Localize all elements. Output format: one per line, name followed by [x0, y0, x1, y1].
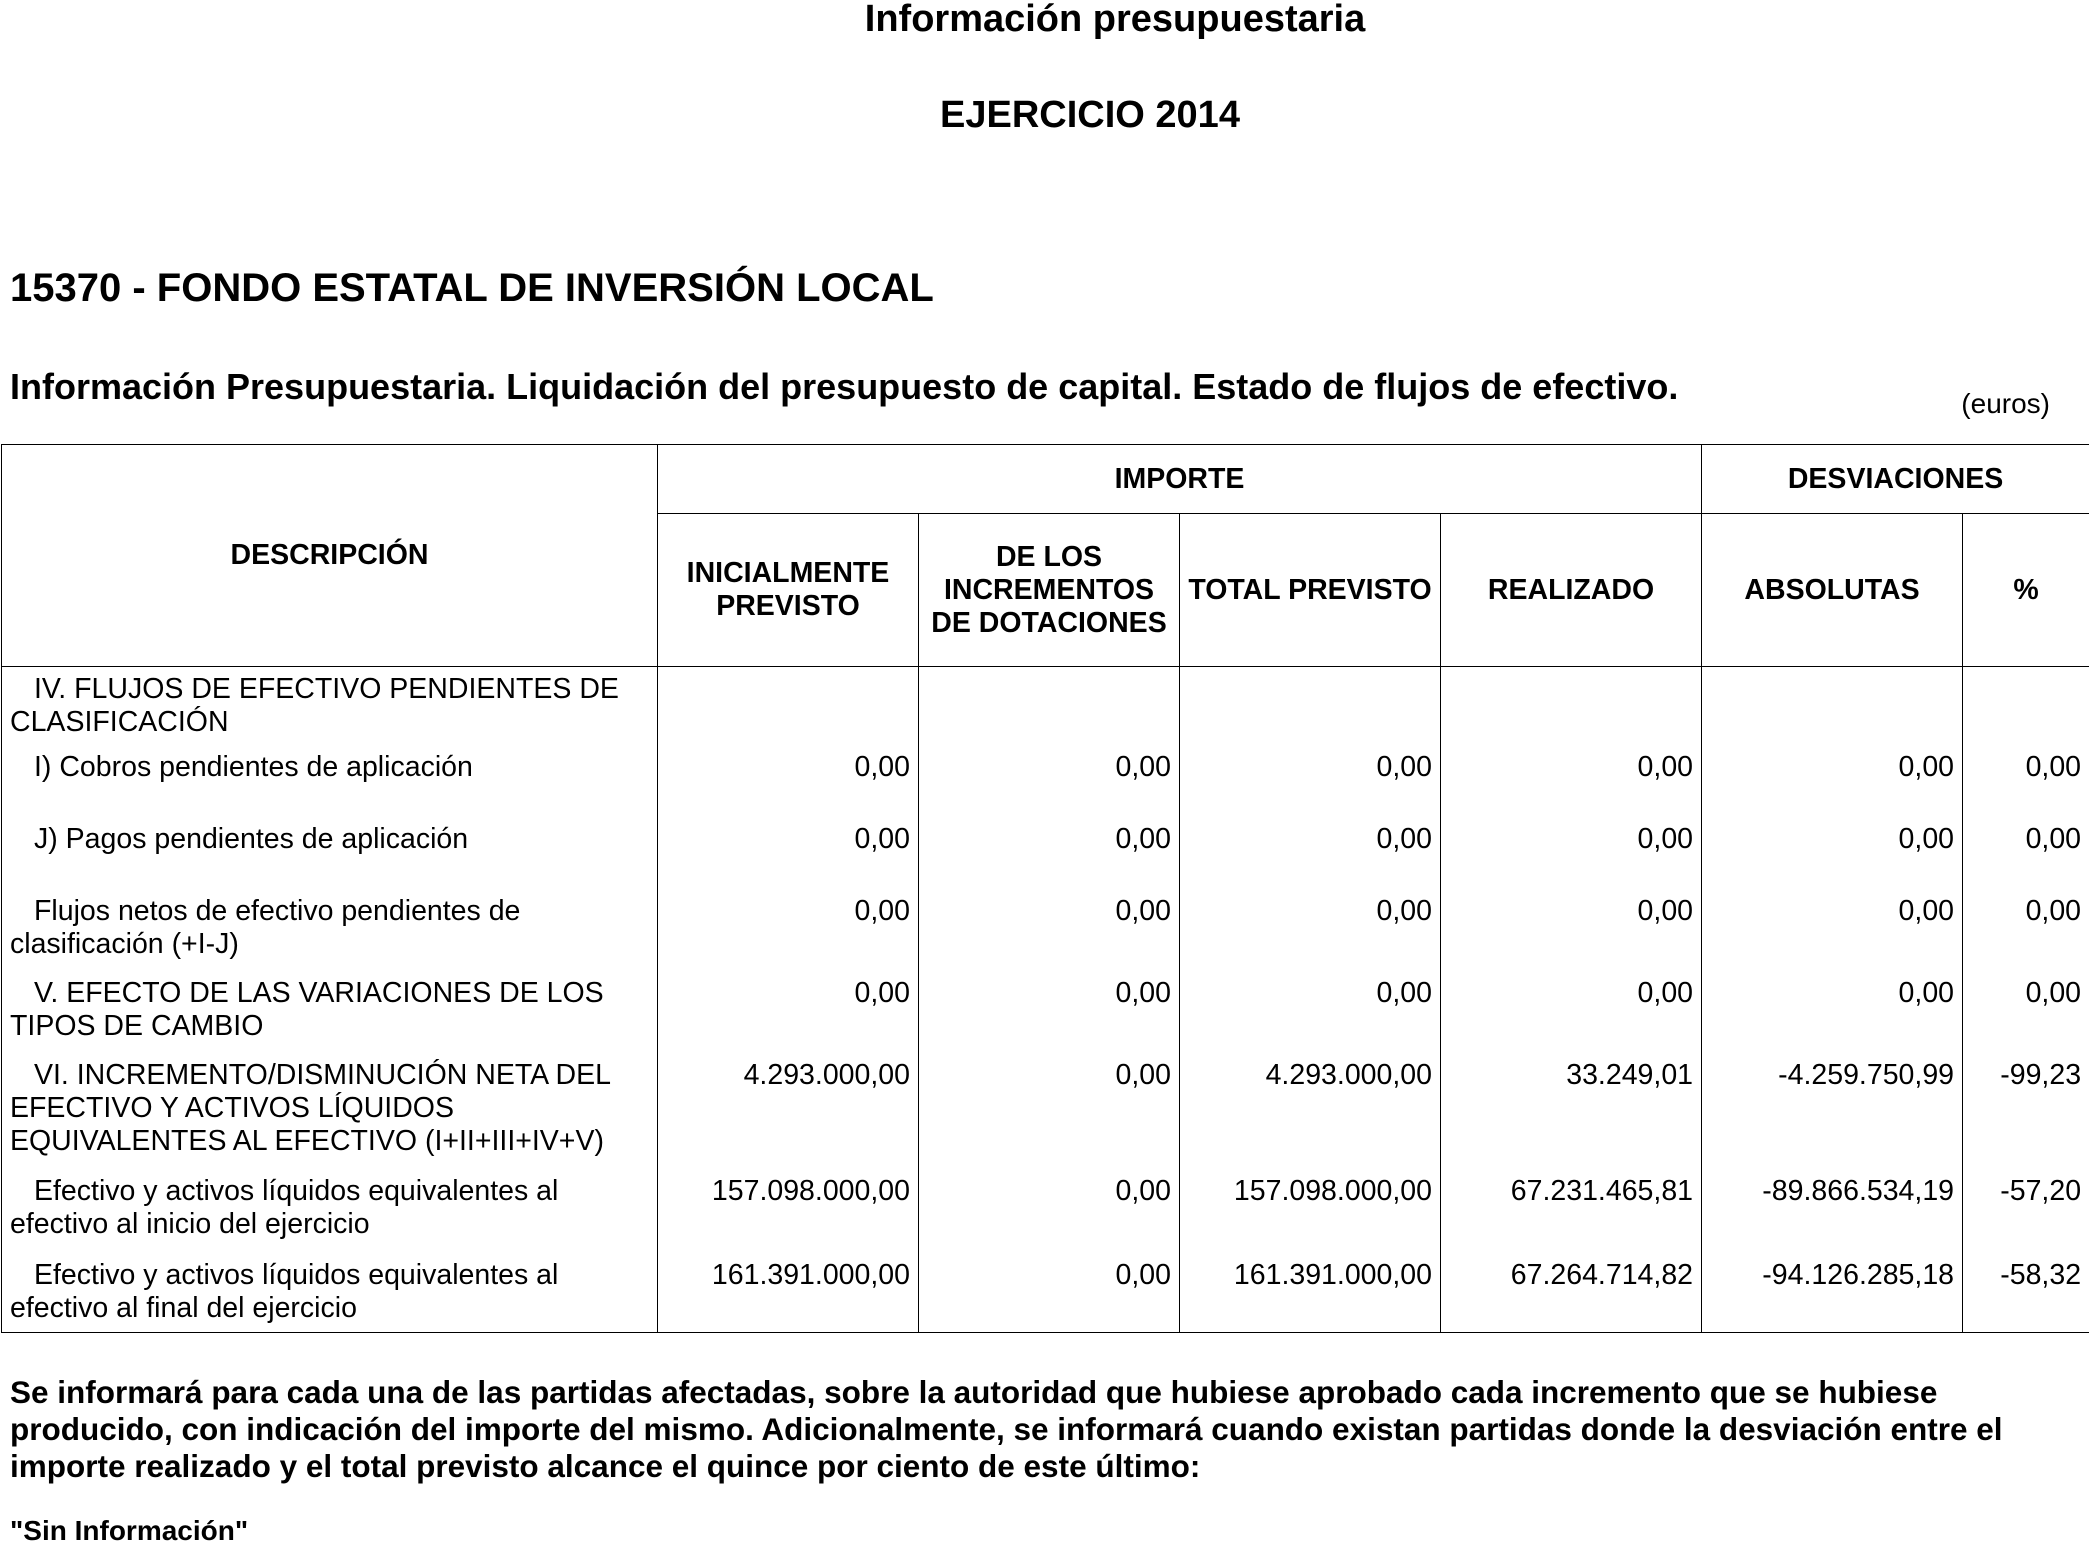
cell-total-previsto: 0,00: [1180, 889, 1441, 971]
cell-inicialmente-previsto: 0,00: [658, 889, 919, 971]
table-row: [2, 745, 2089, 817]
units-label: (euros): [1961, 388, 2050, 420]
entity-heading: 15370 - FONDO ESTATAL DE INVERSIÓN LOCAL: [10, 266, 934, 311]
cell-absolutas: 0,00: [1702, 817, 1963, 889]
cell-inicialmente-previsto: 4.293.000,00: [658, 1053, 919, 1169]
group-header-row: [2, 445, 2089, 514]
cell-incrementos: 0,00: [919, 1053, 1180, 1169]
cell-realizado: [1441, 667, 1702, 745]
cell-total-previsto: 161.391.000,00: [1180, 1253, 1441, 1333]
importe-header: IMPORTE: [658, 445, 1702, 514]
cell-percent: 0,00: [1963, 971, 2089, 1053]
cell-inicialmente-previsto: 0,00: [658, 817, 919, 889]
row-description: J) Pagos pendientes de aplicación: [2, 817, 658, 889]
cell-incrementos: 0,00: [919, 889, 1180, 971]
desviaciones-header: DESVIACIONES: [1702, 445, 2089, 514]
no-information-label: "Sin Información": [10, 1515, 248, 1547]
table-row: [2, 1169, 2089, 1253]
row-description: Efectivo y activos líquidos equivalentes al efectivo al inicio del ejercicio: [2, 1169, 658, 1253]
cell-inicialmente-previsto: 0,00: [658, 745, 919, 817]
cell-incrementos: 0,00: [919, 1253, 1180, 1333]
cell-inicialmente-previsto: 157.098.000,00: [658, 1169, 919, 1253]
table-row: [2, 667, 2089, 745]
column-header-total-previsto: TOTAL PREVISTO: [1180, 514, 1441, 667]
table-row: [2, 1053, 2089, 1169]
cell-percent: -58,32: [1963, 1253, 2089, 1333]
cell-percent: 0,00: [1963, 889, 2089, 971]
section-subtitle: Información Presupuestaria. Liquidación del presupuesto de capital. Estado de flujos de efectivo.: [10, 366, 1678, 408]
cell-realizado: 67.264.714,82: [1441, 1253, 1702, 1333]
cell-percent: [1963, 667, 2089, 745]
footnote: Se informará para cada una de las partidas afectadas, sobre la autoridad que hubiese aprobado cada incremento que se hubiese producido, con indicación del importe del mismo. Adicionalmente, se informará cuando existan partidas donde la desviación entre el importe realizado y el total previsto alcance el quince por ciento de este último:: [10, 1374, 2070, 1485]
column-header-incrementos: DE LOS INCREMENTOS DE DOTACIONES: [919, 514, 1180, 667]
cell-total-previsto: 0,00: [1180, 971, 1441, 1053]
cash-flow-table: [1, 444, 2089, 1333]
row-description: I) Cobros pendientes de aplicación: [2, 745, 658, 817]
cell-total-previsto: [1180, 667, 1441, 745]
cell-realizado: 0,00: [1441, 817, 1702, 889]
table-row: [2, 971, 2089, 1053]
cell-realizado: 67.231.465,81: [1441, 1169, 1702, 1253]
cell-total-previsto: 157.098.000,00: [1180, 1169, 1441, 1253]
description-header: DESCRIPCIÓN: [2, 445, 658, 667]
column-header-inicialmente-previsto: INICIALMENTE PREVISTO: [658, 514, 919, 667]
cell-absolutas: -89.866.534,19: [1702, 1169, 1963, 1253]
cell-percent: 0,00: [1963, 817, 2089, 889]
cell-realizado: 33.249,01: [1441, 1053, 1702, 1169]
cell-incrementos: [919, 667, 1180, 745]
column-header-realizado: REALIZADO: [1441, 514, 1702, 667]
row-description: Flujos netos de efectivo pendientes de clasificación (+I-J): [2, 889, 658, 971]
row-description: Efectivo y activos líquidos equivalentes al efectivo al final del ejercicio: [2, 1253, 658, 1333]
cell-percent: -57,20: [1963, 1169, 2089, 1253]
column-header-percent: %: [1963, 514, 2089, 667]
cell-percent: -99,23: [1963, 1053, 2089, 1169]
table-row: [2, 889, 2089, 971]
cell-inicialmente-previsto: 0,00: [658, 971, 919, 1053]
cell-absolutas: -4.259.750,99: [1702, 1053, 1963, 1169]
cell-incrementos: 0,00: [919, 745, 1180, 817]
cell-realizado: 0,00: [1441, 971, 1702, 1053]
cell-inicialmente-previsto: [658, 667, 919, 745]
cell-absolutas: [1702, 667, 1963, 745]
table-row: [2, 1253, 2089, 1333]
cell-absolutas: 0,00: [1702, 971, 1963, 1053]
cell-realizado: 0,00: [1441, 889, 1702, 971]
row-description: V. EFECTO DE LAS VARIACIONES DE LOS TIPOS DE CAMBIO: [2, 971, 658, 1053]
cell-incrementos: 0,00: [919, 1169, 1180, 1253]
cell-inicialmente-previsto: 161.391.000,00: [658, 1253, 919, 1333]
cell-percent: 0,00: [1963, 745, 2089, 817]
row-description: IV. FLUJOS DE EFECTIVO PENDIENTES DE CLASIFICACIÓN: [2, 667, 658, 745]
fiscal-year: EJERCICIO 2014: [0, 94, 2089, 137]
column-header-absolutas: ABSOLUTAS: [1702, 514, 1963, 667]
cell-total-previsto: 0,00: [1180, 745, 1441, 817]
cell-absolutas: 0,00: [1702, 889, 1963, 971]
cell-incrementos: 0,00: [919, 971, 1180, 1053]
cell-total-previsto: 0,00: [1180, 817, 1441, 889]
cell-incrementos: 0,00: [919, 817, 1180, 889]
cell-total-previsto: 4.293.000,00: [1180, 1053, 1441, 1169]
cell-absolutas: -94.126.285,18: [1702, 1253, 1963, 1333]
report-title: Información presupuestaria: [0, 0, 2089, 41]
cell-absolutas: 0,00: [1702, 745, 1963, 817]
cell-realizado: 0,00: [1441, 745, 1702, 817]
row-description: VI. INCREMENTO/DISMINUCIÓN NETA DEL EFECTIVO Y ACTIVOS LÍQUIDOS EQUIVALENTES AL EFECTIVO (I+II+III+IV+V): [2, 1053, 658, 1169]
table-row: [2, 817, 2089, 889]
